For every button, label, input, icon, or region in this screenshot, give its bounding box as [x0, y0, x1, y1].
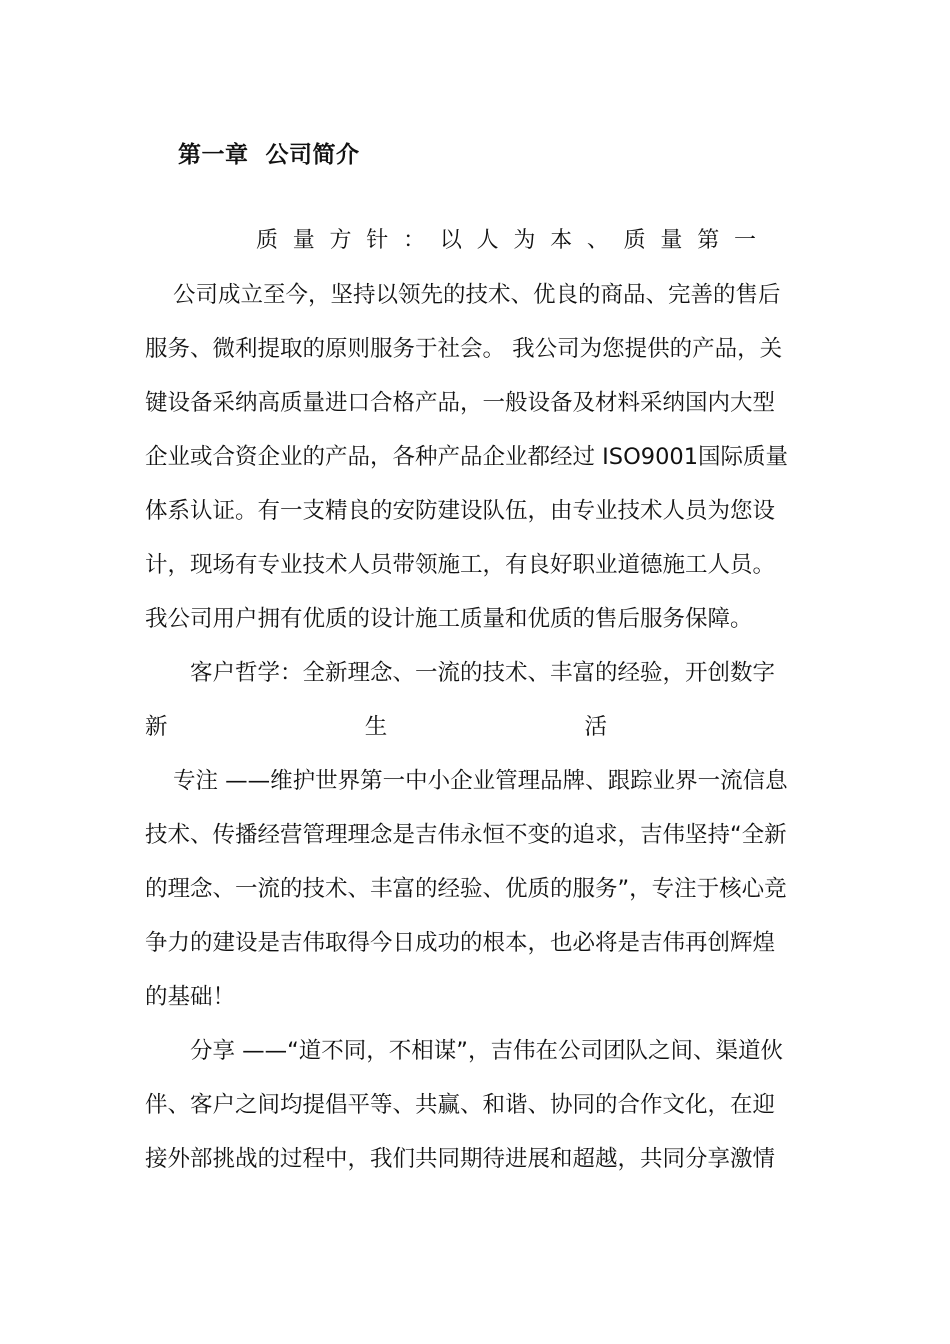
chapter-title: 第一章 公司简介 [178, 142, 360, 168]
quality-policy [256, 224, 756, 258]
paragraph-line: 键设备采纳高质量进口合格产品，一般设备及材料采纳国内大型 [145, 390, 776, 416]
paragraph-line: 接外部挑战的过程中，我们共同期待进展和超越，共同分享激情 [145, 1146, 776, 1172]
tail-char: 生 [364, 714, 388, 740]
paragraph-line: 伴、客户之间均提倡平等、共赢、和谐、协同的合作文化，在迎 [145, 1092, 776, 1118]
quality-policy-char: 针 [366, 228, 389, 253]
paragraph-line: 我公司用户拥有优质的设计施工质量和优质的售后服务保障。 [145, 606, 753, 632]
quality-policy-char: 第 [697, 228, 720, 253]
paragraph-line: 分享 ——“道不同，不相谋”，吉伟在公司团队之间、渠道伙 [190, 1038, 783, 1064]
quality-policy-char: 本 [550, 228, 573, 253]
quality-policy-char: ： [403, 228, 426, 253]
quality-policy-char: 以 [439, 228, 462, 253]
quality-policy-char: 量 [660, 228, 683, 253]
paragraph-line: 的理念、一流的技术、丰富的经验、优质的服务”，专注于核心竞 [145, 876, 787, 902]
paragraph-line: 的基础！ [145, 984, 236, 1010]
paragraph-line: 争力的建设是吉伟取得今日成功的根本，也必将是吉伟再创辉煌 [145, 930, 776, 956]
paragraph-line: 服务、微利提取的原则服务于社会。 我公司为您提供的产品，关 [145, 336, 783, 362]
quality-policy-char: 一 [733, 228, 756, 253]
customer-philosophy: 客户哲学：全新理念、一流的技术、丰富的经验，开创数字 [190, 660, 776, 686]
paragraph-line: 公司成立至今，坚持以领先的技术、优良的商品、完善的售后 [173, 282, 781, 308]
tail-char: 新 [145, 714, 168, 740]
quality-policy-char: 人 [476, 228, 499, 253]
quality-policy-char: 量 [292, 228, 315, 253]
paragraph-line: 专注 ——维护世界第一中小企业管理品牌、跟踪业界一流信息 [173, 768, 788, 794]
quality-policy-char: 方 [329, 228, 352, 253]
paragraph-line: 企业或合资企业的产品，各种产品企业都经过 ISO9001国际质量 [145, 444, 789, 470]
quality-policy-char: 、 [586, 228, 609, 253]
quality-policy-char: 质 [256, 228, 279, 253]
tail-char: 活 [584, 714, 607, 740]
customer-philosophy-tail [145, 710, 607, 744]
quality-policy-char: 质 [623, 228, 646, 253]
paragraph-line: 体系认证。有一支精良的安防建设队伍，由专业技术人员为您设 [145, 498, 776, 524]
paragraph-line: 计，现场有专业技术人员带领施工，有良好职业道德施工人员。 [145, 552, 776, 578]
paragraph-line: 技术、传播经营管理理念是吉伟永恒不变的追求，吉伟坚持“全新 [145, 822, 787, 848]
quality-policy-char: 为 [513, 228, 536, 253]
